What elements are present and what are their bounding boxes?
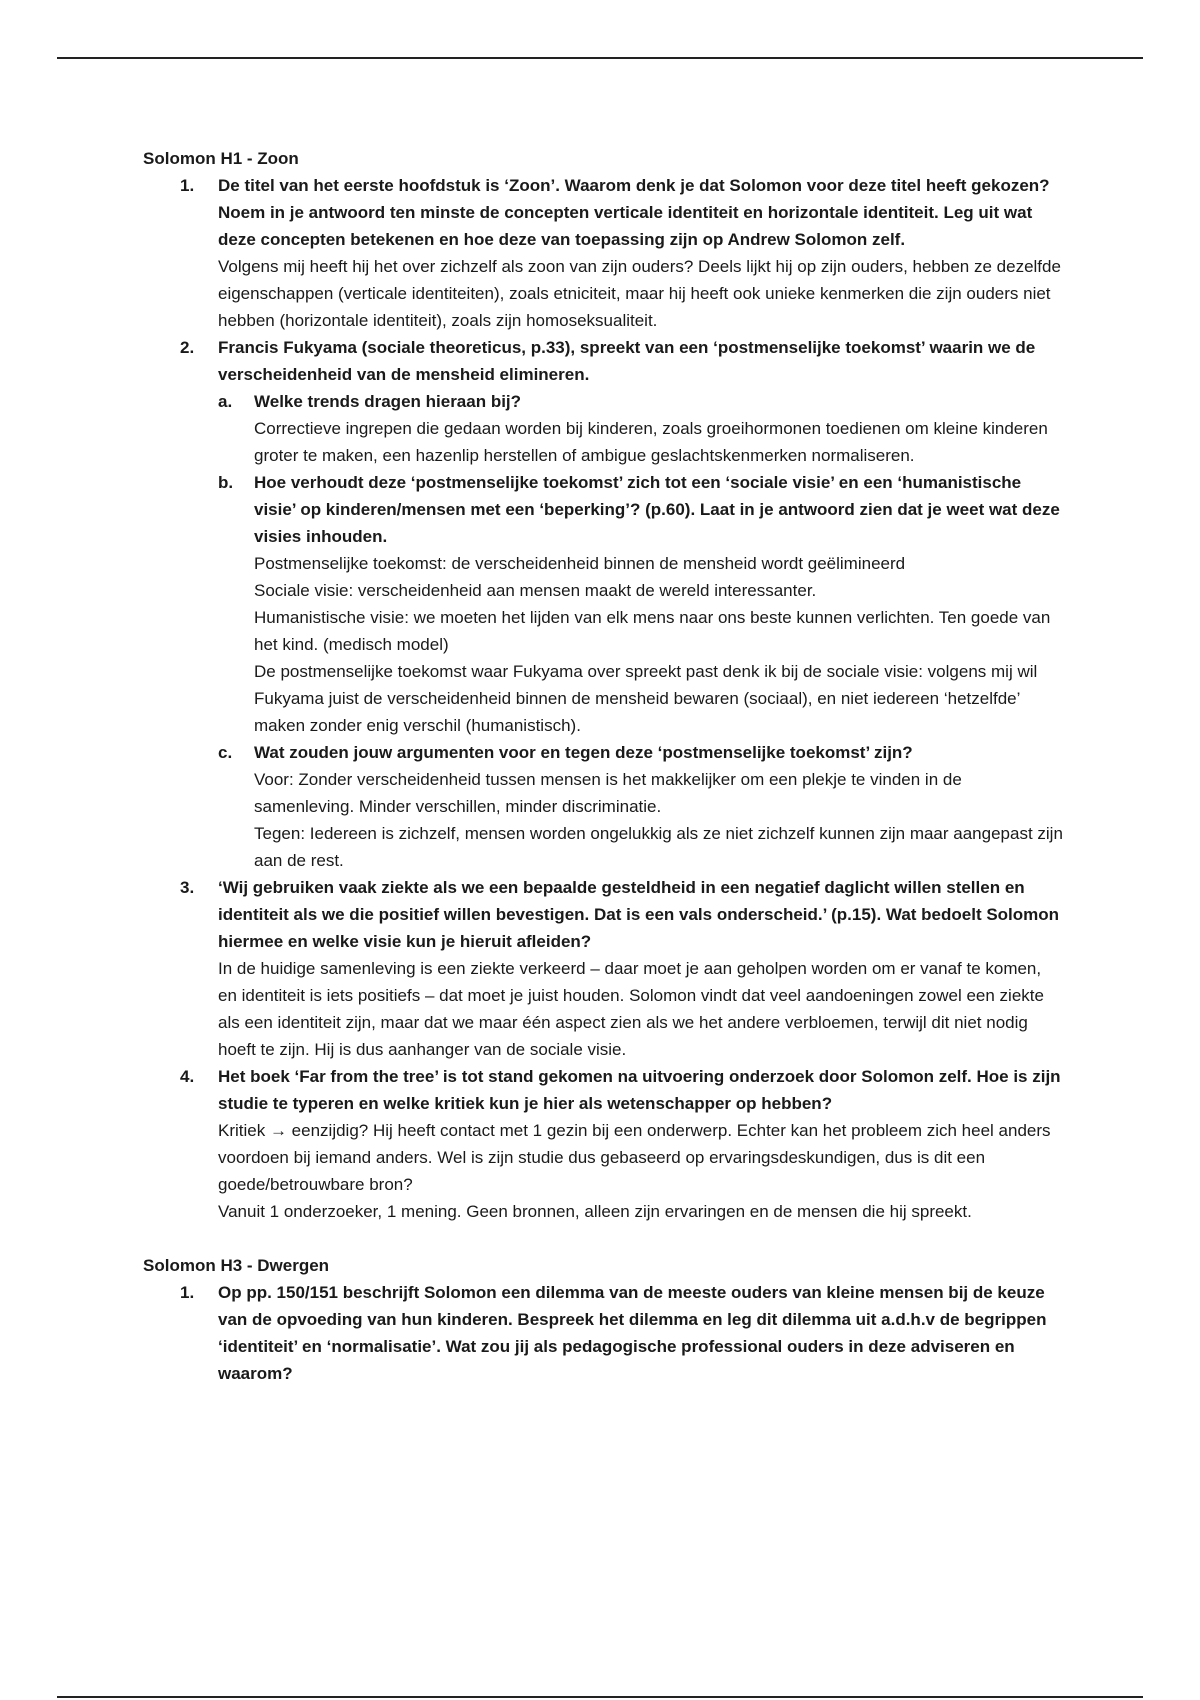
question-item (143, 334, 1063, 874)
answer-text: Postmenselijke toekomst: de verscheidenheid binnen de mensheid wordt geëlimineerd (254, 554, 906, 573)
question-item (143, 172, 1063, 334)
sub-question-text: Hoe verhoudt deze ‘postmenselijke toekomst’ zich tot een ‘sociale visie’ en een ‘humanistische visie’ op kinderen/mensen met een ‘beperking’? (p.60). Laat in je antwoord zien dat je weet wat deze visies inhouden. (254, 473, 1060, 546)
question-text: Het boek ‘Far from the tree’ is tot stand gekomen na uitvoering onderzoek door Solomon zelf. Hoe is zijn studie te typeren en welke kritiek kun je hier als wetenschapper op hebben? (218, 1067, 1061, 1113)
sub-question-item (218, 388, 1063, 469)
question-item (143, 1063, 1063, 1225)
document-body (143, 145, 1063, 1387)
sub-question-text: Wat zouden jouw argumenten voor en tegen deze ‘postmenselijke toekomst’ zijn? (254, 743, 913, 762)
sub-question-item (218, 469, 1063, 739)
answer-text: Humanistische visie: we moeten het lijden van elk mens naar ons beste kunnen verlichten. Ten goede van het kind. (medisch model) (254, 608, 1051, 654)
sub-question-text: Welke trends dragen hieraan bij? (254, 392, 522, 411)
question-number: 1. (180, 1283, 195, 1302)
answer-text: Volgens mij heeft hij het over zichzelf als zoon van zijn ouders? Deels lijkt hij op zijn ouders, hebben ze dezelfde eigenschappen (verticale identiteiten), zoals etniciteit, maar hij heeft ook unieke kenmerken die zijn ouders niet hebben (horizontale identiteit), zoals zijn homoseksualiteit. (218, 257, 1061, 330)
answer-text: In de huidige samenleving is een ziekte verkeerd – daar moet je aan geholpen worden om er vanaf te komen, en identiteit is iets positiefs – dat moet je juist houden. Solomon vindt dat veel aandoeningen zowel een ziekte als een identiteit zijn, maar dat we maar één aspect zien als we het andere verbloemen, terwijl dit niet nodig hoeft te zijn. Hij is dus aanhanger van de sociale visie. (218, 959, 1044, 1059)
sub-question-letter: a. (218, 392, 233, 411)
question-item (143, 874, 1063, 1063)
question-number: 3. (180, 878, 195, 897)
question-number: 4. (180, 1067, 195, 1086)
section-spacer (143, 1225, 1063, 1252)
footer-rule (57, 1696, 1143, 1698)
question-number: 2. (180, 338, 195, 357)
answer-text: De postmenselijke toekomst waar Fukyama over spreekt past denk ik bij de sociale visie: volgens mij wil Fukyama juist de verscheidenheid binnen de mensheid bewaren (sociaal), en niet iedereen ‘hetzelfde’ maken zonder enig verschil (humanistisch). (254, 662, 1038, 735)
answer-text: Kritiek → eenzijdig? Hij heeft contact met 1 gezin bij een onderwerp. Echter kan het probleem zich heel anders voordoen bij iemand anders. Wel is zijn studie dus gebaseerd op ervaringsdeskundigen, dus is dit een goede/betrouwbare bron? (218, 1121, 1051, 1194)
answer-text: Voor: Zonder verscheidenheid tussen mensen is het makkelijker om een plekje te vinden in de samenleving. Minder verschillen, minder discriminatie. (254, 770, 962, 816)
question-number: 1. (180, 176, 195, 195)
sub-question-letter: b. (218, 473, 234, 492)
section-heading: Solomon H3 - Dwergen (143, 1256, 330, 1275)
header-rule (57, 57, 1143, 59)
question-text: Op pp. 150/151 beschrijft Solomon een dilemma van de meeste ouders van kleine mensen bij de keuze van de opvoeding van hun kinderen. Bespreek het dilemma en leg dit dilemma uit a.d.h.v de begrippen ‘identiteit’ en ‘normalisatie’. Wat zou jij als pedagogische professional ouders in deze adviseren en waarom? (218, 1283, 1047, 1383)
sub-question-letter: c. (218, 743, 233, 762)
answer-text: Tegen: Iedereen is zichzelf, mensen worden ongelukkig als ze niet zichzelf kunnen zijn maar aangepast zijn aan de rest. (254, 824, 1063, 870)
sub-question-item (218, 739, 1063, 874)
question-text: Francis Fukyama (sociale theoreticus, p.33), spreekt van een ‘postmenselijke toekomst’ waarin we de verscheidenheid van de mensheid elimineren. (218, 338, 1036, 384)
question-text: ‘Wij gebruiken vaak ziekte als we een bepaalde gesteldheid in een negatief daglicht willen stellen en identiteit als we die positief willen bevestigen. Dat is een vals onderscheid.’ (p.15). Wat bedoelt Solomon hiermee en welke visie kun je hieruit afleiden? (218, 878, 1060, 951)
answer-text: Sociale visie: verscheidenheid aan mensen maakt de wereld interessanter. (254, 581, 817, 600)
section-heading: Solomon H1 - Zoon (143, 149, 299, 168)
question-text: De titel van het eerste hoofdstuk is ‘Zoon’. Waarom denk je dat Solomon voor deze titel heeft gekozen? Noem in je antwoord ten minste de concepten verticale identiteit en horizontale identiteit. Leg uit wat deze concepten betekenen en hoe deze van toepassing zijn op Andrew Solomon zelf. (218, 176, 1050, 249)
question-item (143, 1279, 1063, 1387)
answer-text: Vanuit 1 onderzoeker, 1 mening. Geen bronnen, alleen zijn ervaringen en de mensen die hij spreekt. (218, 1202, 972, 1221)
answer-text: Correctieve ingrepen die gedaan worden bij kinderen, zoals groeihormonen toedienen om kleine kinderen groter te maken, een hazenlip herstellen of ambigue geslachtskenmerken normaliseren. (254, 419, 1048, 465)
